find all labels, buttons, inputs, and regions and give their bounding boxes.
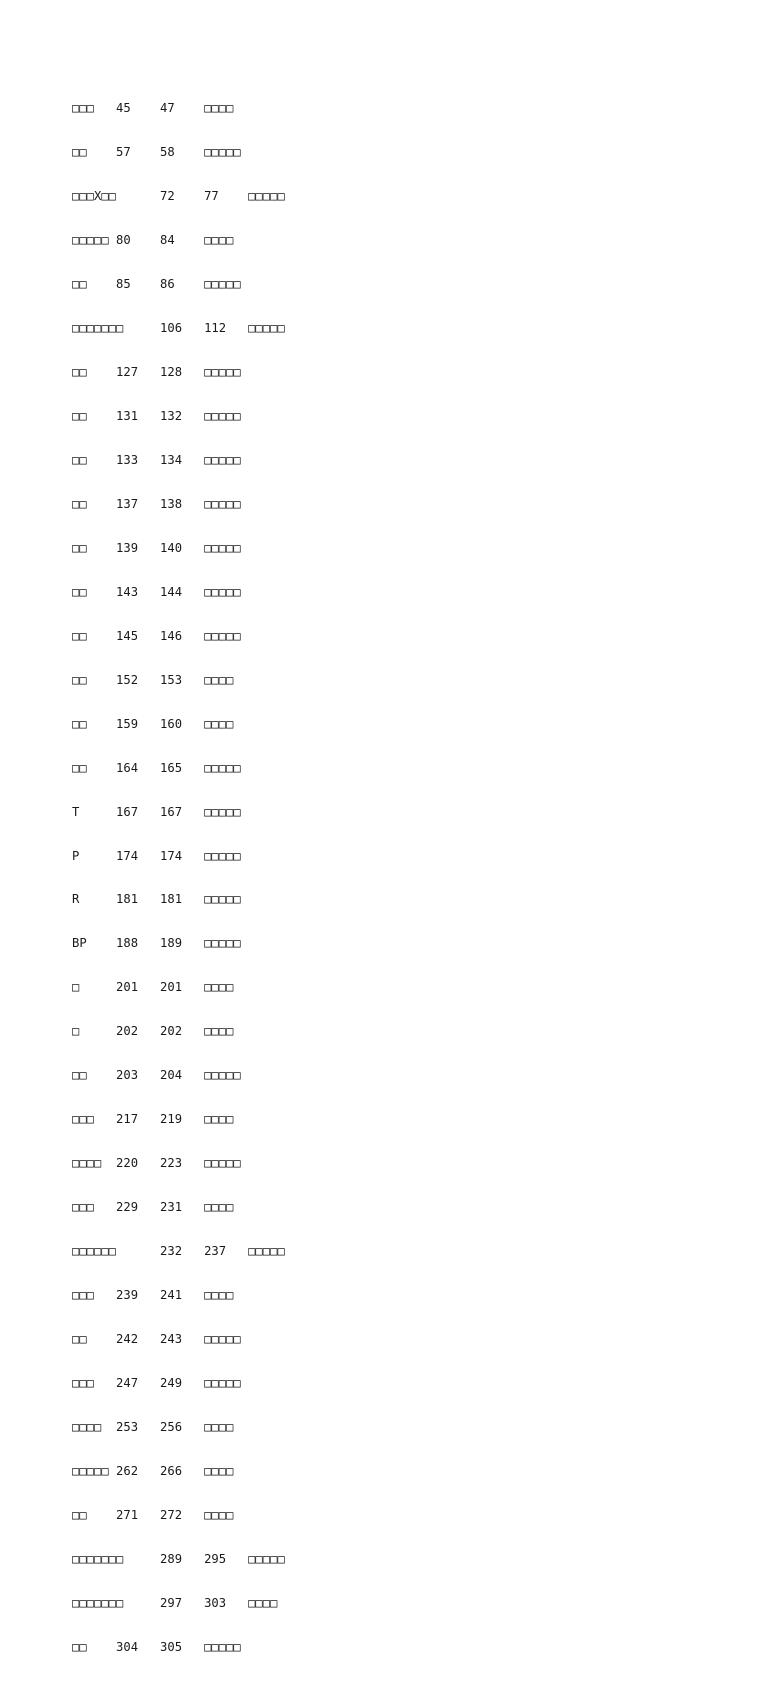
text-line: □□ 159 160 □□□□	[72, 716, 234, 731]
text-line: □□ 131 132 □□□□□	[72, 408, 241, 423]
text-line: R 181 181 □□□□□	[72, 892, 241, 907]
text-line: □□ 127 128 □□□□□	[72, 365, 241, 380]
text-line: □□ 137 138 □□□□□	[72, 496, 241, 511]
text-line: □□□ 247 249 □□□□□	[72, 1375, 241, 1390]
text-line: □□□□□ 80 84 □□□□	[72, 233, 234, 248]
text-line: □□ 304 305 □□□□□	[72, 1639, 241, 1654]
text-line: □□□□□ 262 266 □□□□	[72, 1463, 234, 1478]
text-line: □ 201 201 □□□□	[72, 980, 234, 995]
text-line: □□□□□□ 232 237 □□□□□	[72, 1244, 285, 1259]
text-line: □□ 133 134 □□□□□	[72, 452, 241, 467]
text-line: T 167 167 □□□□□	[72, 804, 241, 819]
text-line: □□ 152 153 □□□□	[72, 672, 234, 687]
text-line: □□□□□□□ 289 295 □□□□□	[72, 1551, 285, 1566]
text-line: BP 188 189 □□□□□	[72, 936, 241, 951]
text-line: □□ 85 86 □□□□□	[72, 277, 241, 292]
text-line: □□ 143 144 □□□□□	[72, 584, 241, 599]
text-line: □□□X□□ 72 77 □□□□□	[72, 189, 285, 204]
text-line: P 174 174 □□□□□	[72, 848, 241, 863]
text-line: □ 202 202 □□□□	[72, 1024, 234, 1039]
text-line: □□ 164 165 □□□□□	[72, 760, 241, 775]
text-line: □□□□□□□ 297 303 □□□□	[72, 1595, 278, 1610]
text-line: □□□□ 220 223 □□□□□	[72, 1156, 241, 1171]
text-line: □□ 242 243 □□□□□	[72, 1332, 241, 1346]
text-line: □□□ 239 241 □□□□	[72, 1288, 234, 1303]
text-line: □□ 203 204 □□□□□	[72, 1068, 241, 1083]
text-line: □□□ 229 231 □□□□	[72, 1200, 234, 1215]
text-line: □□□ 45 47 □□□□	[72, 101, 234, 116]
text-line: □□ 57 58 □□□□□	[72, 145, 241, 160]
document-text-block	[72, 72, 285, 1684]
text-line: □□ 271 272 □□□□	[72, 1507, 234, 1522]
text-line: □□□ 217 219 □□□□	[72, 1112, 234, 1127]
text-line: □□ 139 140 □□□□□	[72, 540, 241, 555]
text-line: □□ 145 146 □□□□□	[72, 628, 241, 643]
text-line: □□□□□□□ 106 112 □□□□□	[72, 321, 285, 336]
text-line: □□□□ 253 256 □□□□	[72, 1419, 234, 1434]
